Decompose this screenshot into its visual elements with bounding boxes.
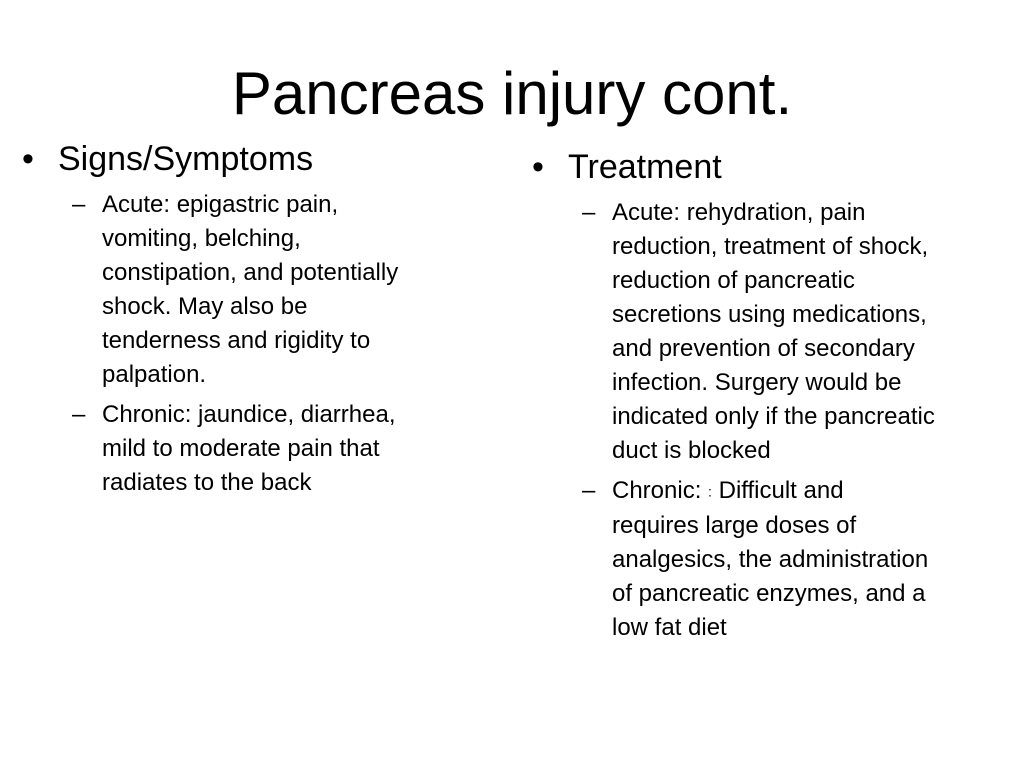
dash-icon: –: [582, 199, 596, 226]
sub-list: [22, 188, 492, 500]
sub-item-acute: [72, 188, 492, 392]
colon-mark: :: [708, 483, 712, 500]
sub-item-acute: [582, 196, 1012, 468]
bullet-icon: •: [532, 148, 544, 186]
bullet-treatment: [532, 146, 1012, 188]
bullet-heading: Treatment: [568, 148, 722, 186]
sub-list: [532, 196, 1012, 645]
right-column: [532, 146, 1012, 651]
bullet-heading: Signs/Symptoms: [58, 140, 314, 178]
sub-item-text: Chronic: jaundice, diarrhea, mild to moderate pain that radiates to the back: [102, 401, 396, 496]
sub-item-chronic: [582, 474, 1012, 645]
bullet-signs-symptoms: [22, 138, 492, 180]
dash-icon: –: [72, 401, 86, 428]
slide-title: Pancreas injury cont.: [231, 60, 793, 127]
sub-item-chronic: [72, 398, 492, 500]
dash-icon: –: [72, 191, 86, 218]
chronic-prefix: Chronic:: [612, 477, 702, 504]
sub-item-text: Acute: epigastric pain, vomiting, belching, constipation, and potentially shock. May also be tenderness and rigidity to palpation.: [102, 191, 399, 388]
left-column: [22, 138, 492, 506]
dash-icon: –: [582, 477, 596, 504]
sub-item-text: Acute: rehydration, pain reduction, treatment of shock, reduction of pancreatic secretions using medications, and prevention of secondary infection. Surgery would be indicated only if the pancreatic duct is blocked: [612, 199, 935, 464]
bullet-icon: •: [22, 140, 34, 178]
chronic-rest: Difficult and requires large doses of analgesics, the administration of pancreatic enzymes, and a low fat diet: [612, 477, 929, 641]
sub-item-text: [612, 474, 928, 645]
